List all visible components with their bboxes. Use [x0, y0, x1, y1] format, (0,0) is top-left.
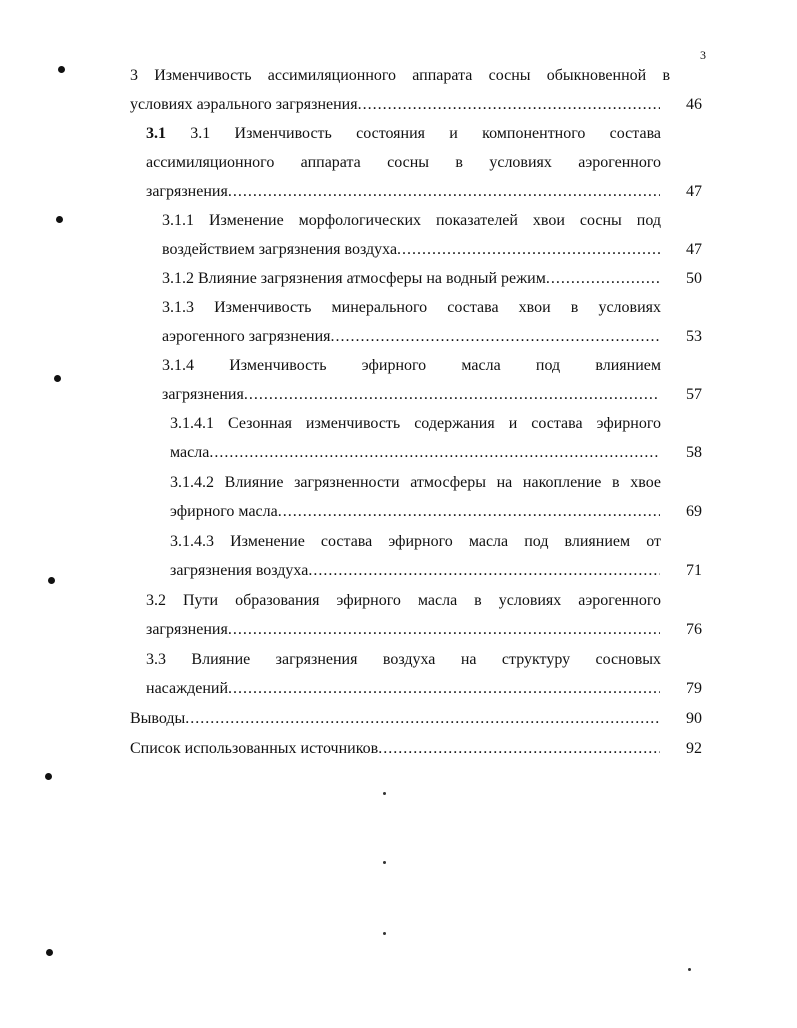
toc-entry-3-1-2: 3.1.2 Влияние загрязнения атмосферы на водный режим .....	[162, 265, 660, 293]
toc-page-number: 76	[686, 621, 702, 638]
toc-page-number: 47	[686, 241, 702, 258]
toc-entry-references: Список использованных источников .....	[130, 735, 660, 763]
toc-entry-3-1-1-line-1: 3.1.1 Изменение морфологических показателей хвои сосны под	[162, 212, 661, 229]
toc-page-number: 71	[686, 562, 702, 579]
page-number: 3	[700, 48, 706, 62]
scan-speck	[688, 968, 691, 971]
toc-entry-3-1-1-line-2: воздействием загрязнения воздуха .....	[162, 236, 660, 264]
toc-entry-3-1-3-line-1: 3.1.3 Изменчивость минерального состава хвои в условиях	[162, 299, 661, 316]
toc-entry-3-2-line-1: 3.2 Пути образования эфирного масла в условиях аэрогенного	[146, 592, 661, 609]
toc-entry-conclusions: Выводы .....	[130, 705, 660, 733]
leader-dots	[228, 178, 660, 206]
scan-speck	[383, 792, 386, 795]
toc-entry-3-3-line-1: 3.3 Влияние загрязнения воздуха на структуру сосновых	[146, 651, 661, 668]
toc-entry-3-1-4-1-line-2: масла .....	[170, 439, 660, 467]
punch-hole-mark	[46, 949, 53, 956]
punch-hole-mark	[48, 577, 55, 584]
leader-dots	[397, 236, 660, 264]
leader-dots	[228, 675, 660, 703]
punch-hole-mark	[54, 375, 61, 382]
toc-entry-3-1-4-2-line-2: эфирного масла .....	[170, 498, 660, 526]
leader-dots	[228, 616, 660, 644]
leader-dots	[278, 498, 660, 526]
punch-hole-mark	[45, 773, 52, 780]
punch-hole-mark	[58, 66, 65, 73]
scan-speck	[383, 861, 386, 864]
toc-entry-chapter-3-line-2: условиях аэрального загрязнения .....	[130, 91, 660, 119]
toc-entry-3-1-4-3-line-2: загрязнения воздуха .....	[170, 557, 660, 585]
toc-page-number: 57	[686, 386, 702, 403]
toc-entry-chapter-3-line-1: 3 Изменчивость ассимиляционного аппарата сосны обыкновенной в	[130, 67, 670, 84]
leader-dots	[358, 91, 660, 119]
toc-page-number: 47	[686, 183, 702, 200]
punch-hole-mark	[56, 216, 63, 223]
toc-page-number: 92	[686, 740, 702, 757]
leader-dots	[331, 323, 660, 351]
toc-entry-3-1-line-2: ассимиляционного аппарата сосны в условиях аэрогенного	[146, 154, 661, 171]
toc-entry-3-1-4-line-1: 3.1.4 Изменчивость эфирного масла под влиянием	[162, 357, 661, 374]
leader-dots	[209, 439, 660, 467]
leader-dots	[378, 735, 660, 763]
toc-entry-3-1-4-line-2: загрязнения .....	[162, 381, 660, 409]
toc-entry-3-1-line-1: 3.1 3.1 Изменчивость состояния и компонентного состава	[146, 125, 661, 142]
toc-page-number: 69	[686, 503, 702, 520]
toc-page-number: 53	[686, 328, 702, 345]
toc-entry-3-1-4-3-line-1: 3.1.4.3 Изменение состава эфирного масла под влиянием от	[170, 533, 661, 550]
toc-page-number: 50	[686, 270, 702, 287]
leader-dots	[546, 265, 660, 293]
toc-page-number: 58	[686, 444, 702, 461]
toc-entry-3-1-4-1-line-1: 3.1.4.1 Сезонная изменчивость содержания и состава эфирного	[170, 415, 661, 432]
scan-speck	[383, 932, 386, 935]
toc-page-number: 46	[686, 96, 702, 113]
toc-entry-3-1-4-2-line-1: 3.1.4.2 Влияние загрязненности атмосферы на накопление в хвое	[170, 474, 661, 491]
leader-dots	[185, 705, 660, 733]
toc-page-number: 90	[686, 710, 702, 727]
toc-page-number: 79	[686, 680, 702, 697]
toc-entry-3-1-line-3: загрязнения .....	[146, 178, 660, 206]
leader-dots	[244, 381, 660, 409]
toc-entry-3-3-line-2: насаждений .....	[146, 675, 660, 703]
leader-dots	[308, 557, 660, 585]
toc-entry-3-1-3-line-2: аэрогенного загрязнения .....	[162, 323, 660, 351]
toc-entry-3-2-line-2: загрязнения .....	[146, 616, 660, 644]
